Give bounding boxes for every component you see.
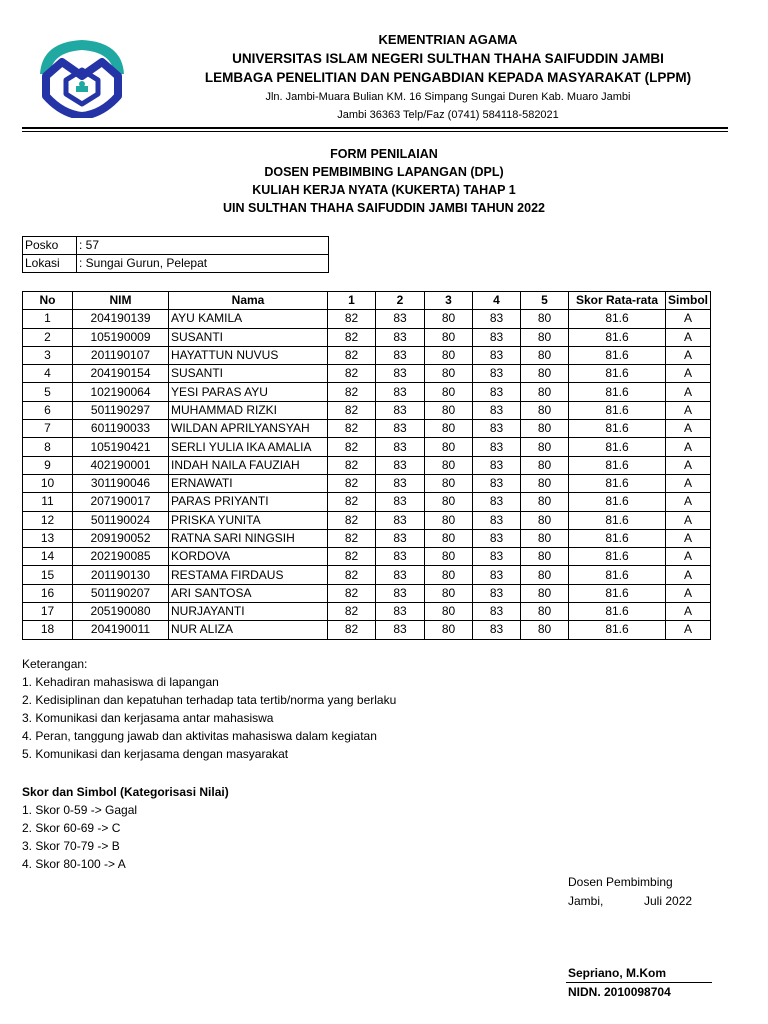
cell-nama: MUHAMMAD RIZKI [169, 401, 328, 419]
cell-score-3: 80 [425, 511, 473, 529]
cell-nim: 201190130 [73, 566, 169, 584]
cell-no: 10 [23, 474, 73, 492]
cell-score-2: 83 [376, 328, 425, 346]
cell-average: 81.6 [569, 511, 666, 529]
cell-score-4: 83 [473, 365, 521, 383]
cell-nim: 204190154 [73, 365, 169, 383]
cell-score-1: 82 [328, 456, 376, 474]
cell-nama: NUR ALIZA [169, 621, 328, 639]
table-row [23, 511, 711, 529]
header-criteria-2: 2 [376, 292, 425, 310]
cell-nama: AYU KAMILA [169, 310, 328, 328]
cell-symbol: A [666, 566, 711, 584]
keterangan-item: 4. Peran, tanggung jawab dan aktivitas mahasiswa dalam kegiatan [22, 729, 377, 743]
cell-nim: 209190052 [73, 529, 169, 547]
cell-no: 4 [23, 365, 73, 383]
signature-place: Jambi, [568, 894, 604, 908]
cell-nim: 501190024 [73, 511, 169, 529]
cell-score-1: 82 [328, 548, 376, 566]
cell-score-2: 83 [376, 474, 425, 492]
cell-score-2: 83 [376, 383, 425, 401]
cell-nama: HAYATTUN NUVUS [169, 346, 328, 364]
cell-score-5: 80 [521, 365, 569, 383]
cell-score-3: 80 [425, 474, 473, 492]
cell-no: 9 [23, 456, 73, 474]
table-row [23, 548, 711, 566]
cell-score-1: 82 [328, 346, 376, 364]
cell-symbol: A [666, 401, 711, 419]
cell-score-5: 80 [521, 474, 569, 492]
cell-nim: 105190009 [73, 328, 169, 346]
cell-average: 81.6 [569, 365, 666, 383]
table-row [23, 346, 711, 364]
cell-score-5: 80 [521, 328, 569, 346]
cell-nim: 601190033 [73, 420, 169, 438]
cell-average: 81.6 [569, 310, 666, 328]
cell-score-4: 83 [473, 548, 521, 566]
cell-nim: 201190107 [73, 346, 169, 364]
cell-no: 5 [23, 383, 73, 401]
cell-no: 11 [23, 493, 73, 511]
form-title-1: FORM PENILAIAN [330, 147, 438, 161]
cell-score-5: 80 [521, 566, 569, 584]
keterangan-item: 1. Kehadiran mahasiswa di lapangan [22, 675, 219, 689]
cell-average: 81.6 [569, 328, 666, 346]
header-nim: NIM [73, 292, 169, 310]
keterangan-item: 5. Komunikasi dan kerjasama dengan masyarakat [22, 747, 289, 761]
cell-score-4: 83 [473, 621, 521, 639]
cell-score-1: 82 [328, 584, 376, 602]
cell-score-2: 83 [376, 346, 425, 364]
cell-nim: 202190085 [73, 548, 169, 566]
cell-nim: 501190207 [73, 584, 169, 602]
table-row [23, 383, 711, 401]
cell-score-1: 82 [328, 365, 376, 383]
university-name: UNIVERSITAS ISLAM NEGERI SULTHAN THAHA SAIFUDDIN JAMBI [232, 51, 664, 66]
form-title-2: DOSEN PEMBIMBING LAPANGAN (DPL) [264, 165, 504, 179]
cell-score-3: 80 [425, 584, 473, 602]
skor-title: Skor dan Simbol (Kategorisasi Nilai) [22, 785, 229, 799]
cell-score-4: 83 [473, 310, 521, 328]
cell-score-3: 80 [425, 383, 473, 401]
cell-score-4: 83 [473, 420, 521, 438]
table-row [23, 401, 711, 419]
table-row [23, 328, 711, 346]
cell-nim: 105190421 [73, 438, 169, 456]
cell-score-1: 82 [328, 420, 376, 438]
cell-nama: ERNAWATI [169, 474, 328, 492]
cell-nama: KORDOVA [169, 548, 328, 566]
cell-score-1: 82 [328, 474, 376, 492]
cell-no: 1 [23, 310, 73, 328]
cell-symbol: A [666, 438, 711, 456]
table-row [23, 621, 711, 639]
cell-no: 17 [23, 603, 73, 621]
signature-underline [566, 982, 712, 983]
cell-score-2: 83 [376, 401, 425, 419]
table-body [23, 310, 711, 639]
cell-score-4: 83 [473, 346, 521, 364]
cell-no: 8 [23, 438, 73, 456]
keterangan-title: Keterangan: [22, 657, 88, 671]
keterangan-item: 3. Komunikasi dan kerjasama antar mahasiswa [22, 711, 274, 725]
cell-score-3: 80 [425, 438, 473, 456]
cell-symbol: A [666, 365, 711, 383]
cell-score-1: 82 [328, 511, 376, 529]
header-symbol: Simbol [666, 292, 711, 310]
cell-score-4: 83 [473, 566, 521, 584]
cell-score-2: 83 [376, 365, 425, 383]
cell-score-2: 83 [376, 566, 425, 584]
cell-score-2: 83 [376, 438, 425, 456]
posko-row [23, 237, 329, 255]
cell-score-2: 83 [376, 493, 425, 511]
cell-score-5: 80 [521, 420, 569, 438]
cell-no: 6 [23, 401, 73, 419]
cell-symbol: A [666, 603, 711, 621]
header-criteria-3: 3 [425, 292, 473, 310]
cell-average: 81.6 [569, 420, 666, 438]
cell-score-2: 83 [376, 621, 425, 639]
cell-score-3: 80 [425, 401, 473, 419]
form-title-3: KULIAH KERJA NYATA (KUKERTA) TAHAP 1 [252, 183, 516, 197]
header-criteria-4: 4 [473, 292, 521, 310]
cell-average: 81.6 [569, 474, 666, 492]
cell-nim: 205190080 [73, 603, 169, 621]
address-line-1: Jln. Jambi-Muara Bulian KM. 16 Simpang Sungai Duren Kab. Muaro Jambi [265, 91, 631, 103]
cell-nama: WILDAN APRILYANSYAH [169, 420, 328, 438]
table-row [23, 420, 711, 438]
cell-nama: YESI PARAS AYU [169, 383, 328, 401]
cell-nama: RATNA SARI NINGSIH [169, 529, 328, 547]
lokasi-value: : Sungai Gurun, Pelepat [77, 255, 329, 273]
cell-score-4: 83 [473, 529, 521, 547]
cell-score-5: 80 [521, 493, 569, 511]
cell-no: 2 [23, 328, 73, 346]
signature-name: Sepriano, M.Kom [568, 966, 667, 980]
cell-score-4: 83 [473, 456, 521, 474]
cell-score-5: 80 [521, 401, 569, 419]
cell-score-2: 83 [376, 603, 425, 621]
cell-nama: INDAH NAILA FAUZIAH [169, 456, 328, 474]
skor-item: 2. Skor 60-69 -> C [22, 821, 121, 835]
form-title-4: UIN SULTHAN THAHA SAIFUDDIN JAMBI TAHUN 2022 [222, 201, 545, 215]
cell-score-3: 80 [425, 529, 473, 547]
cell-average: 81.6 [569, 493, 666, 511]
cell-score-4: 83 [473, 328, 521, 346]
cell-score-5: 80 [521, 621, 569, 639]
grades-table [22, 291, 711, 640]
cell-average: 81.6 [569, 346, 666, 364]
cell-score-2: 83 [376, 310, 425, 328]
keterangan-item: 2. Kedisiplinan dan kepatuhan terhadap tata tertib/norma yang berlaku [22, 693, 397, 707]
table-row [23, 365, 711, 383]
cell-symbol: A [666, 529, 711, 547]
cell-score-1: 82 [328, 566, 376, 584]
cell-score-2: 83 [376, 511, 425, 529]
cell-symbol: A [666, 310, 711, 328]
cell-score-1: 82 [328, 328, 376, 346]
institute-name: LEMBAGA PENELITIAN DAN PENGABDIAN KEPADA MASYARAKAT (LPPM) [204, 70, 692, 85]
cell-score-1: 82 [328, 383, 376, 401]
cell-average: 81.6 [569, 529, 666, 547]
cell-nama: ARI SANTOSA [169, 584, 328, 602]
header-average: Skor Rata-rata [569, 292, 666, 310]
cell-score-2: 83 [376, 420, 425, 438]
skor-item: 1. Skor 0-59 -> Gagal [22, 803, 138, 817]
cell-score-3: 80 [425, 365, 473, 383]
cell-average: 81.6 [569, 584, 666, 602]
table-row [23, 310, 711, 328]
table-row [23, 456, 711, 474]
cell-average: 81.6 [569, 603, 666, 621]
cell-score-4: 83 [473, 474, 521, 492]
cell-average: 81.6 [569, 401, 666, 419]
cell-score-5: 80 [521, 383, 569, 401]
cell-no: 16 [23, 584, 73, 602]
cell-symbol: A [666, 548, 711, 566]
info-table [22, 236, 329, 273]
table-row [23, 566, 711, 584]
cell-symbol: A [666, 346, 711, 364]
header-nama: Nama [169, 292, 328, 310]
cell-average: 81.6 [569, 438, 666, 456]
cell-nama: PRISKA YUNITA [169, 511, 328, 529]
header-divider-thin [22, 131, 728, 132]
cell-score-3: 80 [425, 328, 473, 346]
lokasi-row [23, 255, 329, 273]
cell-no: 13 [23, 529, 73, 547]
cell-nama: NURJAYANTI [169, 603, 328, 621]
cell-symbol: A [666, 328, 711, 346]
header-no: No [23, 292, 73, 310]
cell-score-5: 80 [521, 438, 569, 456]
cell-nim: 204190011 [73, 621, 169, 639]
cell-score-3: 80 [425, 621, 473, 639]
cell-nama: PARAS PRIYANTI [169, 493, 328, 511]
cell-score-4: 83 [473, 511, 521, 529]
cell-score-3: 80 [425, 420, 473, 438]
posko-value: : 57 [77, 237, 329, 255]
header-divider-thick [22, 127, 728, 129]
cell-score-1: 82 [328, 621, 376, 639]
cell-no: 18 [23, 621, 73, 639]
cell-symbol: A [666, 621, 711, 639]
cell-score-5: 80 [521, 456, 569, 474]
cell-score-3: 80 [425, 310, 473, 328]
cell-nim: 301190046 [73, 474, 169, 492]
cell-score-4: 83 [473, 401, 521, 419]
cell-nim: 207190017 [73, 493, 169, 511]
signature-date: Juli 2022 [644, 894, 693, 908]
cell-symbol: A [666, 383, 711, 401]
cell-nim: 102190064 [73, 383, 169, 401]
cell-score-3: 80 [425, 603, 473, 621]
cell-score-3: 80 [425, 346, 473, 364]
cell-no: 12 [23, 511, 73, 529]
cell-nim: 204190139 [73, 310, 169, 328]
table-row [23, 438, 711, 456]
cell-nama: RESTAMA FIRDAUS [169, 566, 328, 584]
cell-score-5: 80 [521, 548, 569, 566]
cell-score-2: 83 [376, 584, 425, 602]
cell-average: 81.6 [569, 383, 666, 401]
cell-average: 81.6 [569, 548, 666, 566]
ministry-name: KEMENTRIAN AGAMA [378, 32, 518, 47]
cell-score-5: 80 [521, 310, 569, 328]
table-row [23, 584, 711, 602]
cell-score-3: 80 [425, 548, 473, 566]
skor-item: 3. Skor 70-79 -> B [22, 839, 120, 853]
cell-score-5: 80 [521, 603, 569, 621]
cell-average: 81.6 [569, 621, 666, 639]
signature-role: Dosen Pembimbing [568, 875, 673, 889]
lokasi-label: Lokasi [23, 255, 77, 273]
university-logo [32, 36, 132, 118]
cell-score-3: 80 [425, 493, 473, 511]
cell-symbol: A [666, 511, 711, 529]
skor-item: 4. Skor 80-100 -> A [22, 857, 126, 871]
cell-score-2: 83 [376, 548, 425, 566]
signature-nidn: NIDN. 2010098704 [568, 985, 671, 999]
cell-score-4: 83 [473, 584, 521, 602]
header-criteria-5: 5 [521, 292, 569, 310]
table-row [23, 474, 711, 492]
cell-no: 7 [23, 420, 73, 438]
cell-score-2: 83 [376, 529, 425, 547]
cell-score-3: 80 [425, 456, 473, 474]
cell-nama: SUSANTI [169, 328, 328, 346]
cell-score-1: 82 [328, 310, 376, 328]
cell-score-5: 80 [521, 511, 569, 529]
cell-symbol: A [666, 493, 711, 511]
table-row [23, 529, 711, 547]
cell-nama: SUSANTI [169, 365, 328, 383]
table-header-row [23, 292, 711, 310]
cell-no: 14 [23, 548, 73, 566]
cell-symbol: A [666, 584, 711, 602]
cell-score-1: 82 [328, 529, 376, 547]
cell-score-1: 82 [328, 401, 376, 419]
table-row [23, 603, 711, 621]
cell-symbol: A [666, 474, 711, 492]
cell-score-4: 83 [473, 383, 521, 401]
address-line-2: Jambi 36363 Telp/Faz (0741) 584118-582021 [337, 109, 559, 121]
header-criteria-1: 1 [328, 292, 376, 310]
cell-score-4: 83 [473, 493, 521, 511]
cell-nim: 501190297 [73, 401, 169, 419]
cell-no: 15 [23, 566, 73, 584]
cell-score-1: 82 [328, 493, 376, 511]
table-row [23, 493, 711, 511]
cell-nim: 402190001 [73, 456, 169, 474]
cell-average: 81.6 [569, 566, 666, 584]
cell-symbol: A [666, 420, 711, 438]
cell-score-4: 83 [473, 603, 521, 621]
cell-score-3: 80 [425, 566, 473, 584]
cell-score-5: 80 [521, 346, 569, 364]
cell-score-2: 83 [376, 456, 425, 474]
cell-average: 81.6 [569, 456, 666, 474]
cell-no: 3 [23, 346, 73, 364]
cell-nama: SERLI YULIA IKA AMALIA [169, 438, 328, 456]
cell-score-1: 82 [328, 438, 376, 456]
cell-score-5: 80 [521, 529, 569, 547]
cell-score-1: 82 [328, 603, 376, 621]
posko-label: Posko [23, 237, 77, 255]
cell-score-4: 83 [473, 438, 521, 456]
cell-symbol: A [666, 456, 711, 474]
cell-score-5: 80 [521, 584, 569, 602]
